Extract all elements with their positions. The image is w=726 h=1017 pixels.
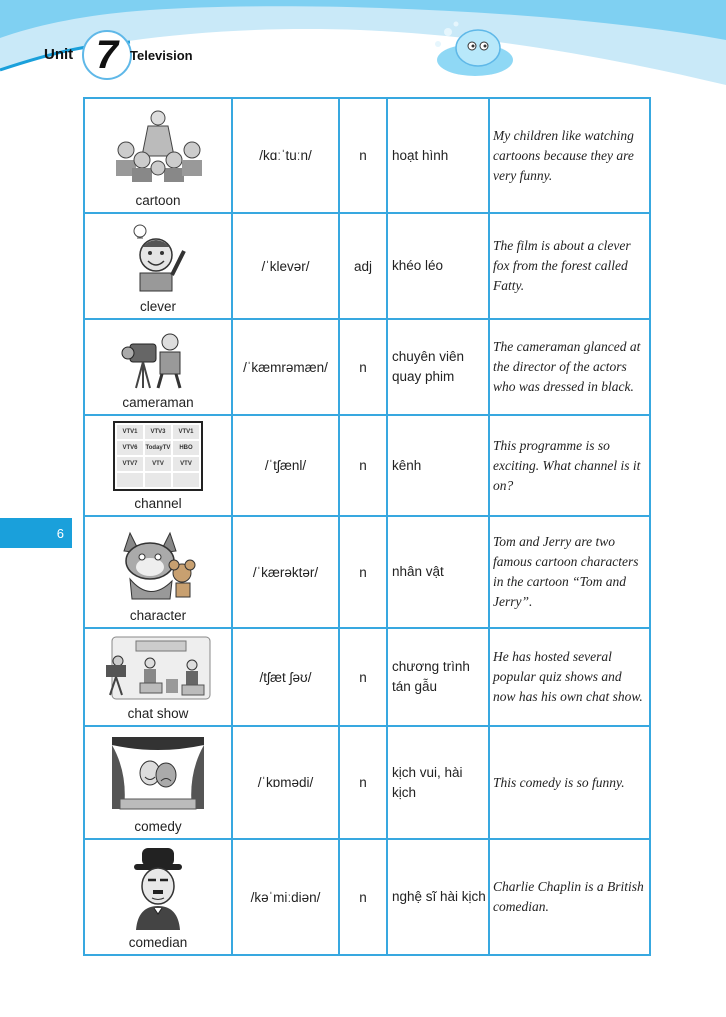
channel-logo: VTV1	[117, 425, 143, 439]
vocab-word: chat show	[127, 706, 189, 721]
part-of-speech-cell: adj	[339, 213, 387, 319]
channel-logo: VTV	[145, 457, 171, 471]
ipa-cell: /ˈkærəktər/	[232, 516, 339, 628]
clever-boy-icon	[118, 221, 198, 293]
talk-show-studio-icon	[102, 635, 214, 701]
example-sentence-cell: He has hosted several popular quiz shows and now has his own chat show.	[489, 628, 650, 726]
vietnamese-meaning-cell: nhân vật	[387, 516, 489, 628]
part-of-speech-cell: n	[339, 726, 387, 839]
part-of-speech-cell: n	[339, 319, 387, 415]
ipa-cell: /ˈkɒmədi/	[232, 726, 339, 839]
table-row	[84, 839, 650, 955]
cameraman-icon	[118, 326, 198, 390]
channel-logo: VTV1	[173, 425, 199, 439]
picture-cell	[84, 516, 232, 628]
vocab-word: cartoon	[135, 193, 181, 208]
table-row	[84, 726, 650, 839]
example-sentence-cell: This comedy is so funny.	[489, 726, 650, 839]
vietnamese-meaning-cell: nghệ sĩ hài kịch	[387, 839, 489, 955]
ipa-cell: /ˈkæmrəmæn/	[232, 319, 339, 415]
unit-number: 7	[95, 32, 119, 77]
vietnamese-meaning-cell: chương trình tán gẫu	[387, 628, 489, 726]
example-sentence-cell: My children like watching cartoons because they are very funny.	[489, 98, 650, 213]
unit-title: Television	[130, 48, 193, 63]
vietnamese-meaning-cell: kịch vui, hài kịch	[387, 726, 489, 839]
part-of-speech-cell: n	[339, 628, 387, 726]
part-of-speech-cell: n	[339, 516, 387, 628]
table-row	[84, 213, 650, 319]
page-number: 6	[56, 525, 64, 541]
charlie-chaplin-icon	[122, 846, 194, 930]
vietnamese-meaning-cell: hoạt hình	[387, 98, 489, 213]
vocab-word: comedian	[128, 935, 188, 950]
vietnamese-meaning-cell: kênh	[387, 415, 489, 516]
part-of-speech-cell: n	[339, 839, 387, 955]
channel-logo: HBO	[173, 441, 199, 455]
vocab-word: clever	[139, 299, 176, 314]
table-row	[84, 98, 650, 213]
tv-channels-grid-icon	[113, 421, 203, 491]
example-sentence-cell: Charlie Chaplin is a British comedian.	[489, 839, 650, 955]
channel-logo: TodayTV	[145, 441, 171, 455]
example-sentence-cell: The film is about a clever fox from the forest called Fatty.	[489, 213, 650, 319]
vocab-word: cameraman	[122, 395, 194, 410]
picture-cell	[84, 319, 232, 415]
picture-cell	[84, 98, 232, 213]
snow-white-dwarfs-icon	[108, 106, 208, 186]
ipa-cell: /kɑːˈtuːn/	[232, 98, 339, 213]
vocabulary-table	[83, 97, 651, 956]
ipa-cell: /ˈklevər/	[232, 213, 339, 319]
channel-logo: VTV6	[117, 441, 143, 455]
vocab-word: character	[129, 608, 187, 623]
table-row	[84, 628, 650, 726]
vietnamese-meaning-cell: chuyên viên quay phim	[387, 319, 489, 415]
part-of-speech-cell: n	[339, 98, 387, 213]
picture-cell	[84, 839, 232, 955]
picture-cell	[84, 726, 232, 839]
example-sentence-cell: Tom and Jerry are two famous cartoon characters in the cartoon “Tom and Jerry”.	[489, 516, 650, 628]
vocab-word: comedy	[134, 819, 182, 834]
ipa-cell: /ˈtʃænl/	[232, 415, 339, 516]
channel-logo: VTV7	[117, 457, 143, 471]
example-sentence-cell: This programme is so exciting. What channel is it on?	[489, 415, 650, 516]
theatre-masks-icon	[110, 733, 206, 813]
picture-cell	[84, 628, 232, 726]
unit-number-badge	[82, 30, 132, 80]
example-sentence-cell: The cameraman glanced at the director of the actors who was dressed in black.	[489, 319, 650, 415]
picture-cell	[84, 213, 232, 319]
table-row	[84, 319, 650, 415]
robot-mascot-icon	[420, 18, 520, 88]
part-of-speech-cell: n	[339, 415, 387, 516]
channel-logo: VTV	[173, 457, 199, 471]
ipa-cell: /tʃæt ʃəʊ/	[232, 628, 339, 726]
table-row	[84, 415, 650, 516]
ipa-cell: /kəˈmiːdiən/	[232, 839, 339, 955]
vietnamese-meaning-cell: khéo léo	[387, 213, 489, 319]
tom-and-jerry-icon	[110, 523, 206, 603]
table-row	[84, 516, 650, 628]
vocab-word: channel	[134, 496, 182, 511]
page-number-tab	[0, 518, 72, 548]
unit-label: Unit	[44, 46, 74, 63]
channel-logo: VTV3	[145, 425, 171, 439]
picture-cell	[84, 415, 232, 516]
